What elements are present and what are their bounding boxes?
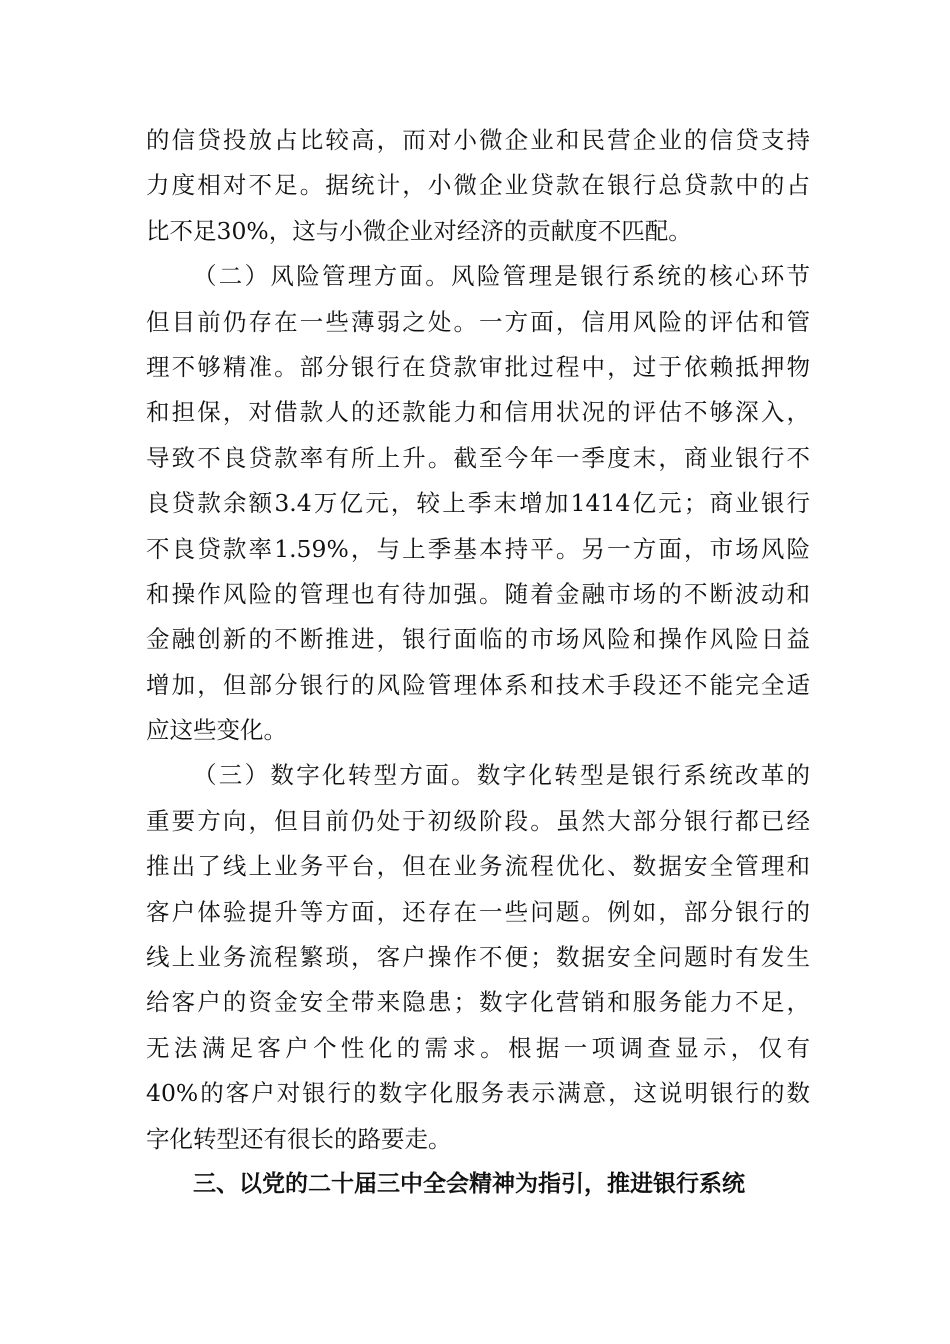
paragraph-continuation [146,118,810,254]
text-line: 重要方向，但目前仍处于初级阶段。虽然大部分银行都已经 [146,806,810,835]
text-line: 理不够精准。部分银行在贷款审批过程中，过于依赖抵押物 [146,352,810,381]
text-line: 线上业务流程繁琐，客户操作不便；数据安全问题时有发生 [146,943,810,972]
text-line: 不良贷款率1.59%，与上季基本持平。另一方面，市场风险 [146,534,810,563]
text-line: 金融创新的不断推进，银行面临的市场风险和操作风险日益 [146,625,810,654]
text-line: 和操作风险的管理也有待加强。随着金融市场的不断波动和 [146,579,810,608]
text-line: 和担保，对借款人的还款能力和信用状况的评估不够深入， [146,398,810,427]
document-page [146,118,810,1207]
text-line: 客户体验提升等方面，还存在一些问题。例如，部分银行的 [146,897,810,926]
text-line: 但目前仍存在一些薄弱之处。一方面，信用风险的评估和管 [146,307,810,336]
text-line: 的信贷投放占比较高，而对小微企业和民营企业的信贷支持 [146,126,810,154]
section-heading-text: 三、以党的二十届三中全会精神为指引，推进银行系统 [193,1170,745,1197]
paragraph-risk-management [146,254,810,753]
text-line: 增加，但部分银行的风险管理体系和技术手段还不能完全适 [146,670,810,699]
text-line: 导致不良贷款率有所上升。截至今年一季度末，商业银行不 [146,443,810,472]
text-line: 应这些变化。 [146,716,287,745]
text-line: 40%的客户对银行的数字化服务表示满意，这说明银行的数 [146,1079,810,1108]
section-heading-three [146,1162,810,1207]
text-line: （三）数字化转型方面。数字化转型是银行系统改革的 [193,761,810,790]
text-line: 字化转型还有很长的路要走。 [146,1124,452,1153]
text-line: 推出了线上业务平台，但在业务流程优化、数据安全管理和 [146,852,810,881]
text-line: 良贷款余额3.4万亿元，较上季末增加1414亿元；商业银行 [146,489,810,518]
text-line: 给客户的资金安全带来隐患；数字化营销和服务能力不足， [146,988,810,1017]
text-line: （二）风险管理方面。风险管理是银行系统的核心环节 [193,262,810,291]
text-line: 力度相对不足。据统计，小微企业贷款在银行总贷款中的占 [146,171,810,200]
text-line: 无法满足客户个性化的需求。根据一项调查显示，仅有 [146,1033,810,1062]
text-line: 比不足30%，这与小微企业对经济的贡献度不匹配。 [146,216,692,245]
paragraph-digital-transformation [146,753,810,1162]
